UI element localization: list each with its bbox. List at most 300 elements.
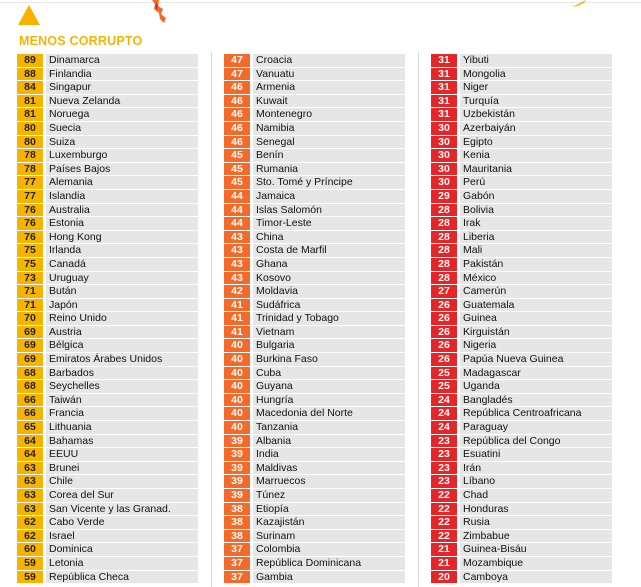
ranking-row [17, 122, 198, 135]
ranking-column-1 [17, 54, 198, 584]
ranking-row [431, 516, 612, 529]
map-fragment-icon [150, 0, 174, 24]
score-badge: 41 [224, 299, 250, 312]
ranking-row [431, 81, 612, 94]
country-name: China [253, 231, 405, 244]
ranking-column-2 [224, 54, 405, 584]
ranking-row [224, 149, 405, 162]
ranking-row [431, 543, 612, 556]
score-badge: 30 [431, 176, 457, 189]
score-badge: 59 [17, 571, 43, 584]
country-name: Kosovo [253, 272, 405, 285]
ranking-row [17, 54, 198, 67]
country-name: Mongolia [460, 68, 612, 81]
score-badge: 76 [17, 204, 43, 217]
ranking-row [224, 339, 405, 352]
score-badge: 47 [224, 54, 250, 67]
ranking-row [224, 407, 405, 420]
ranking-row [224, 380, 405, 393]
country-name: Ghana [253, 258, 405, 271]
country-name: Liberia [460, 231, 612, 244]
country-name: Sudáfrica [253, 299, 405, 312]
country-name: Niger [460, 81, 612, 94]
score-badge: 46 [224, 81, 250, 94]
score-badge: 81 [17, 95, 43, 108]
country-name: Cabo Verde [46, 516, 198, 529]
score-badge: 63 [17, 462, 43, 475]
map-fragment-icon [572, 0, 586, 8]
score-badge: 46 [224, 95, 250, 108]
ranking-row [17, 448, 198, 461]
country-name: Bahamas [46, 435, 198, 448]
ranking-row [431, 95, 612, 108]
country-name: Camboya [460, 571, 612, 584]
score-badge: 26 [431, 312, 457, 325]
ranking-row [224, 244, 405, 257]
score-badge: 60 [17, 543, 43, 556]
score-badge: 23 [431, 475, 457, 488]
score-badge: 66 [17, 394, 43, 407]
ranking-row [431, 176, 612, 189]
ranking-row [17, 81, 198, 94]
score-badge: 40 [224, 353, 250, 366]
ranking-row [431, 190, 612, 203]
country-name: India [253, 448, 405, 461]
ranking-row [17, 149, 198, 162]
score-badge: 23 [431, 448, 457, 461]
column-separator [211, 52, 212, 587]
score-badge: 80 [17, 136, 43, 149]
country-name: Guatemala [460, 299, 612, 312]
country-name: Yibuti [460, 54, 612, 67]
country-name: Irak [460, 217, 612, 230]
score-badge: 24 [431, 421, 457, 434]
ranking-row [224, 204, 405, 217]
ranking-row [431, 407, 612, 420]
country-name: Brunei [46, 462, 198, 475]
score-badge: 25 [431, 367, 457, 380]
score-badge: 37 [224, 571, 250, 584]
score-badge: 84 [17, 81, 43, 94]
score-badge: 69 [17, 339, 43, 352]
country-name: Benín [253, 149, 405, 162]
ranking-row [17, 272, 198, 285]
ranking-row [17, 530, 198, 543]
ranking-row [17, 407, 198, 420]
ranking-row [431, 299, 612, 312]
score-badge: 46 [224, 136, 250, 149]
score-badge: 81 [17, 108, 43, 121]
score-badge: 20 [431, 571, 457, 584]
score-badge: 80 [17, 122, 43, 135]
ranking-row [224, 136, 405, 149]
country-name: Emiratos Árabes Unidos [46, 353, 198, 366]
country-name: Rumania [253, 163, 405, 176]
score-badge: 46 [224, 122, 250, 135]
country-name: Uganda [460, 380, 612, 393]
score-badge: 64 [17, 448, 43, 461]
score-badge: 66 [17, 407, 43, 420]
score-badge: 63 [17, 503, 43, 516]
score-badge: 40 [224, 421, 250, 434]
ranking-row [17, 557, 198, 570]
column-separator [418, 52, 419, 587]
score-badge: 31 [431, 81, 457, 94]
country-name: Maldivas [253, 462, 405, 475]
country-name: Islas Salomón [253, 204, 405, 217]
ranking-row [17, 258, 198, 271]
ranking-row [431, 68, 612, 81]
score-badge: 31 [431, 108, 457, 121]
score-badge: 41 [224, 326, 250, 339]
country-name: Suiza [46, 136, 198, 149]
ranking-row [431, 54, 612, 67]
country-name: Cuba [253, 367, 405, 380]
score-badge: 41 [224, 312, 250, 325]
ranking-row [17, 462, 198, 475]
ranking-row [224, 326, 405, 339]
country-name: Estonia [46, 217, 198, 230]
score-badge: 40 [224, 339, 250, 352]
score-badge: 27 [431, 285, 457, 298]
country-name: Bélgica [46, 339, 198, 352]
country-name: Singapur [46, 81, 198, 94]
country-name: Armenia [253, 81, 405, 94]
score-badge: 65 [17, 421, 43, 434]
ranking-row [431, 149, 612, 162]
country-name: Jamaica [253, 190, 405, 203]
ranking-row [431, 217, 612, 230]
country-name: Taiwán [46, 394, 198, 407]
ranking-row [17, 435, 198, 448]
country-name: Vanuatu [253, 68, 405, 81]
score-badge: 39 [224, 462, 250, 475]
ranking-row [17, 108, 198, 121]
ranking-row [224, 122, 405, 135]
country-name: Bután [46, 285, 198, 298]
score-badge: 69 [17, 353, 43, 366]
ranking-row [224, 176, 405, 189]
ranking-row [224, 95, 405, 108]
score-badge: 28 [431, 231, 457, 244]
score-badge: 44 [224, 204, 250, 217]
score-badge: 39 [224, 448, 250, 461]
country-name: Camerún [460, 285, 612, 298]
ranking-row [17, 353, 198, 366]
ranking-row [17, 543, 198, 556]
score-badge: 37 [224, 557, 250, 570]
score-badge: 46 [224, 108, 250, 121]
country-name: Kirguistán [460, 326, 612, 339]
country-name: Bangladés [460, 394, 612, 407]
ranking-row [431, 244, 612, 257]
country-name: Zimbabue [460, 530, 612, 543]
score-badge: 40 [224, 394, 250, 407]
score-badge: 31 [431, 95, 457, 108]
country-name: Albania [253, 435, 405, 448]
score-badge: 30 [431, 163, 457, 176]
country-name: Etiopía [253, 503, 405, 516]
country-name: Gabón [460, 190, 612, 203]
ranking-row [224, 163, 405, 176]
country-name: Tanzania [253, 421, 405, 434]
country-name: Túnez [253, 489, 405, 502]
country-name: Moldavia [253, 285, 405, 298]
ranking-row [224, 394, 405, 407]
score-badge: 68 [17, 367, 43, 380]
country-name: Suecia [46, 122, 198, 135]
country-name: Mozambique [460, 557, 612, 570]
ranking-row [224, 285, 405, 298]
score-badge: 31 [431, 68, 457, 81]
ranking-column-3 [431, 54, 612, 584]
score-badge: 28 [431, 217, 457, 230]
country-name: Kenia [460, 149, 612, 162]
country-name: Noruega [46, 108, 198, 121]
score-badge: 64 [17, 435, 43, 448]
country-name: Chile [46, 475, 198, 488]
country-name: Madagascar [460, 367, 612, 380]
score-badge: 76 [17, 217, 43, 230]
country-name: Namibia [253, 122, 405, 135]
country-name: Paraguay [460, 421, 612, 434]
ranking-row [224, 54, 405, 67]
ranking-row [17, 475, 198, 488]
ranking-row [431, 353, 612, 366]
country-name: Senegal [253, 136, 405, 149]
country-name: Uruguay [46, 272, 198, 285]
country-name: Bolivia [460, 204, 612, 217]
score-badge: 37 [224, 543, 250, 556]
score-badge: 78 [17, 163, 43, 176]
country-name: Macedonia del Norte [253, 407, 405, 420]
score-badge: 70 [17, 312, 43, 325]
country-name: Letonia [46, 557, 198, 570]
ranking-row [224, 489, 405, 502]
score-badge: 22 [431, 489, 457, 502]
country-name: Nueva Zelanda [46, 95, 198, 108]
score-badge: 88 [17, 68, 43, 81]
country-name: Hong Kong [46, 231, 198, 244]
ranking-row [224, 557, 405, 570]
score-badge: 28 [431, 204, 457, 217]
ranking-row [224, 571, 405, 584]
score-badge: 47 [224, 68, 250, 81]
ranking-row [17, 136, 198, 149]
score-badge: 28 [431, 272, 457, 285]
country-name: Alemania [46, 176, 198, 189]
ranking-row [431, 339, 612, 352]
country-name: Irán [460, 462, 612, 475]
score-badge: 21 [431, 543, 457, 556]
score-badge: 28 [431, 244, 457, 257]
country-name: Sto. Tomé y Príncipe [253, 176, 405, 189]
country-name: Rusia [460, 516, 612, 529]
country-name: Guyana [253, 380, 405, 393]
ranking-row [431, 272, 612, 285]
score-badge: 29 [431, 190, 457, 203]
ranking-row [431, 557, 612, 570]
score-badge: 30 [431, 136, 457, 149]
ranking-row [17, 68, 198, 81]
country-name: Costa de Marfil [253, 244, 405, 257]
country-name: Bulgaria [253, 339, 405, 352]
score-badge: 40 [224, 367, 250, 380]
ranking-row [431, 231, 612, 244]
score-badge: 22 [431, 516, 457, 529]
country-name: Guinea [460, 312, 612, 325]
score-badge: 45 [224, 163, 250, 176]
ranking-row [431, 136, 612, 149]
country-name: Mauritania [460, 163, 612, 176]
ranking-row [17, 394, 198, 407]
ranking-row [17, 326, 198, 339]
country-name: Surinam [253, 530, 405, 543]
ranking-row [17, 516, 198, 529]
top-divider [0, 2, 641, 3]
ranking-row [17, 285, 198, 298]
ranking-row [431, 435, 612, 448]
ranking-row [431, 258, 612, 271]
ranking-row [17, 231, 198, 244]
ranking-row [224, 299, 405, 312]
country-name: Colombia [253, 543, 405, 556]
score-badge: 21 [431, 557, 457, 570]
score-badge: 23 [431, 462, 457, 475]
country-name: Guinea-Bisáu [460, 543, 612, 556]
country-name: Esuatini [460, 448, 612, 461]
score-badge: 71 [17, 299, 43, 312]
score-badge: 45 [224, 176, 250, 189]
score-badge: 45 [224, 149, 250, 162]
country-name: Croacia [253, 54, 405, 67]
ranking-row [17, 299, 198, 312]
ranking-row [224, 108, 405, 121]
country-name: Canadá [46, 258, 198, 271]
score-badge: 26 [431, 299, 457, 312]
country-name: Austria [46, 326, 198, 339]
country-name: República Checa [46, 571, 198, 584]
score-badge: 38 [224, 530, 250, 543]
ranking-row [431, 503, 612, 516]
score-badge: 43 [224, 231, 250, 244]
score-badge: 75 [17, 258, 43, 271]
score-badge: 63 [17, 475, 43, 488]
ranking-row [224, 435, 405, 448]
ranking-row [431, 394, 612, 407]
score-badge: 26 [431, 339, 457, 352]
score-badge: 77 [17, 176, 43, 189]
score-badge: 44 [224, 217, 250, 230]
country-name: Hungría [253, 394, 405, 407]
country-name: Líbano [460, 475, 612, 488]
country-name: EEUU [46, 448, 198, 461]
country-name: Honduras [460, 503, 612, 516]
ranking-row [17, 367, 198, 380]
ranking-row [431, 122, 612, 135]
country-name: Chad [460, 489, 612, 502]
ranking-row [431, 489, 612, 502]
score-badge: 39 [224, 475, 250, 488]
ranking-row [224, 503, 405, 516]
country-name: Azerbaiyán [460, 122, 612, 135]
country-name: San Vicente y las Granad. [46, 503, 198, 516]
country-name: Vietnam [253, 326, 405, 339]
ranking-row [17, 503, 198, 516]
ranking-row [224, 448, 405, 461]
ranking-row [431, 530, 612, 543]
score-badge: 28 [431, 258, 457, 271]
ranking-row [224, 367, 405, 380]
country-name: Australia [46, 204, 198, 217]
country-name: Mali [460, 244, 612, 257]
ranking-row [17, 489, 198, 502]
ranking-row [17, 204, 198, 217]
country-name: República Dominicana [253, 557, 405, 570]
score-badge: 69 [17, 326, 43, 339]
ranking-row [431, 367, 612, 380]
ranking-row [431, 380, 612, 393]
country-name: Pakistán [460, 258, 612, 271]
country-name: Trinidad y Tobago [253, 312, 405, 325]
ranking-row [17, 571, 198, 584]
ranking-row [17, 312, 198, 325]
ranking-row [431, 108, 612, 121]
country-name: Perú [460, 176, 612, 189]
country-name: República del Congo [460, 435, 612, 448]
country-name: Uzbekistán [460, 108, 612, 121]
country-name: Marruecos [253, 475, 405, 488]
ranking-row [224, 353, 405, 366]
score-badge: 31 [431, 54, 457, 67]
ranking-row [17, 244, 198, 257]
country-name: Papúa Nueva Guinea [460, 353, 612, 366]
ranking-row [224, 475, 405, 488]
score-badge: 43 [224, 258, 250, 271]
ranking-row [17, 339, 198, 352]
score-badge: 25 [431, 380, 457, 393]
score-badge: 30 [431, 122, 457, 135]
ranking-row [431, 285, 612, 298]
ranking-row [224, 258, 405, 271]
country-name: Corea del Sur [46, 489, 198, 502]
triangle-marker-icon [18, 5, 40, 25]
ranking-row [224, 462, 405, 475]
score-badge: 40 [224, 407, 250, 420]
country-name: Gambia [253, 571, 405, 584]
ranking-row [17, 190, 198, 203]
score-badge: 30 [431, 149, 457, 162]
country-name: Irlanda [46, 244, 198, 257]
country-name: México [460, 272, 612, 285]
score-badge: 39 [224, 489, 250, 502]
score-badge: 73 [17, 272, 43, 285]
score-badge: 43 [224, 272, 250, 285]
ranking-row [224, 421, 405, 434]
country-name: Barbados [46, 367, 198, 380]
country-name: Seychelles [46, 380, 198, 393]
country-name: Kazajistán [253, 516, 405, 529]
ranking-row [224, 530, 405, 543]
country-name: Finlandia [46, 68, 198, 81]
country-name: Japón [46, 299, 198, 312]
score-badge: 75 [17, 244, 43, 257]
score-badge: 71 [17, 285, 43, 298]
ranking-row [431, 421, 612, 434]
country-name: Turquía [460, 95, 612, 108]
ranking-row [431, 448, 612, 461]
ranking-row [224, 543, 405, 556]
